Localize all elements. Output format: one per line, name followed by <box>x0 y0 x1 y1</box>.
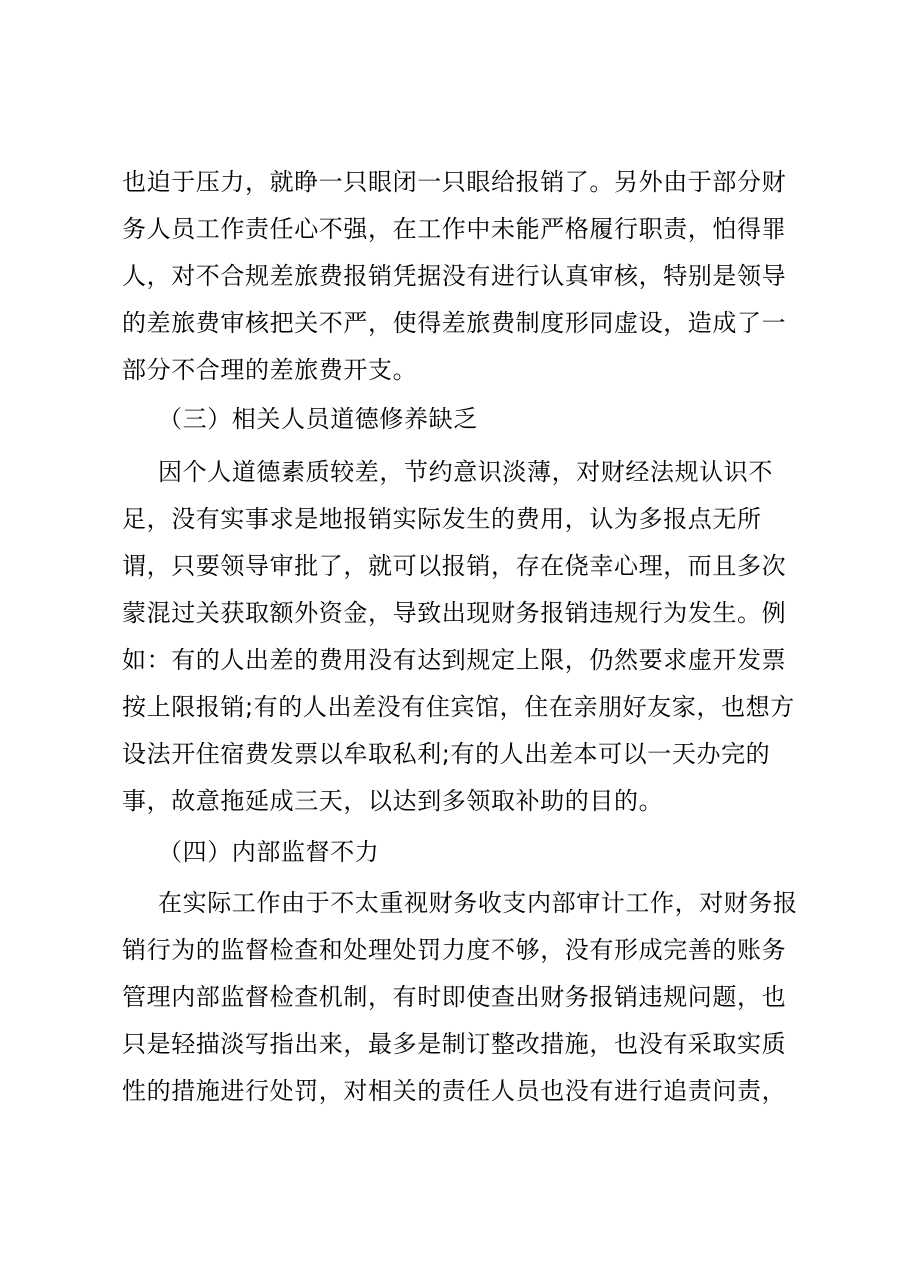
paragraph-line: 因个人道德素质较差，节约意识淡薄，对财经法规认识不 <box>158 458 773 486</box>
paragraph-line: 的差旅费审核把关不严，使得差旅费制度形同虚设，造成了一 <box>122 309 787 337</box>
section-heading-3: （三）相关人员道德修养缺乏 <box>158 405 478 433</box>
paragraph-line: 管理内部监督检查机制，有时即使查出财务报销违规问题，也 <box>122 983 787 1011</box>
paragraph-line: 务人员工作责任心不强，在工作中未能严格履行职责，怕得罪 <box>122 215 787 243</box>
paragraph-line: 如：有的人出差的费用没有达到规定上限，仍然要求虚开发票 <box>122 646 787 674</box>
paragraph-line: 性的措施进行处罚，对相关的责任人员也没有进行追责问责， <box>122 1077 787 1105</box>
paragraph-line: 人，对不合规差旅费报销凭据没有进行认真审核，特别是领导 <box>122 262 787 290</box>
section-heading-4: （四）内部监督不力 <box>158 838 380 866</box>
paragraph-line: 按上限报销;有的人出差没有住宾馆，住在亲朋好友家，也想方 <box>122 693 795 721</box>
paragraph-line: 销行为的监督检查和处理处罚力度不够，没有形成完善的账务 <box>122 936 787 964</box>
paragraph-line: 在实际工作由于不太重视财务收支内部审计工作，对财务报 <box>158 889 798 917</box>
paragraph-line: 也迫于压力，就睁一只眼闭一只眼给报销了。另外由于部分财 <box>122 168 787 196</box>
paragraph-line: 设法开住宿费发票以牟取私利;有的人出差本可以一天办完的 <box>122 740 771 768</box>
paragraph-line: 事，故意拖延成三天，以达到多领取补助的目的。 <box>122 787 664 815</box>
paragraph-line: 谓，只要领导审批了，就可以报销，存在侥幸心理，而且多次 <box>122 552 787 580</box>
paragraph-line: 蒙混过关获取额外资金，导致出现财务报销违规行为发生。例 <box>122 599 787 627</box>
paragraph-line: 只是轻描淡写指出来，最多是制订整改措施，也没有采取实质 <box>122 1030 787 1058</box>
paragraph-line: 部分不合理的差旅费开支。 <box>122 356 418 384</box>
paragraph-line: 足，没有实事求是地报销实际发生的费用，认为多报点无所 <box>122 505 762 533</box>
